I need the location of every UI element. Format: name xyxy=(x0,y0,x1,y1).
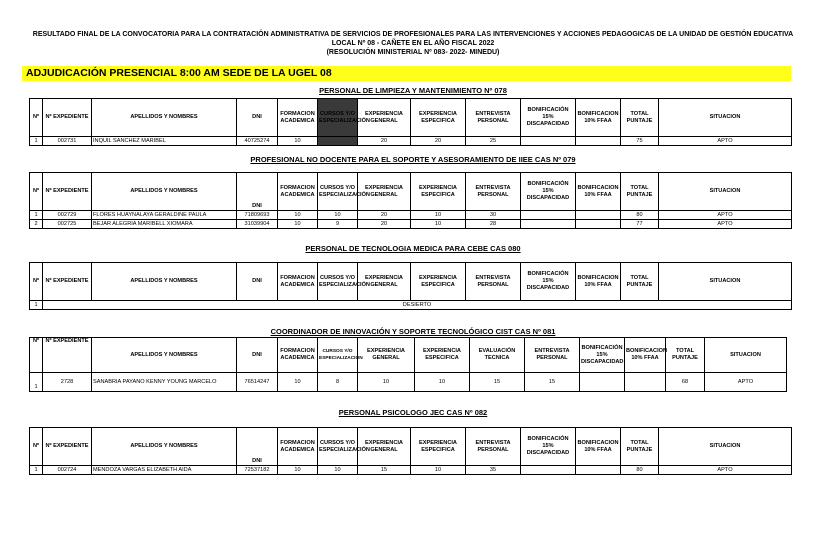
col-situacion: SITUACION xyxy=(659,99,792,137)
col-cursos: CURSOS Y/O ESPECIALIZACIÓN xyxy=(318,263,358,301)
cell-n: 1 xyxy=(30,373,43,392)
section-title-078: PERSONAL DE LIMPIEZA Y MANTENIMIENTO Nº 078 xyxy=(319,86,507,95)
cell-bon-discapacidad xyxy=(521,137,576,146)
cell-name: INQUIL SANCHEZ MARIBEL xyxy=(92,137,237,146)
table-row xyxy=(30,373,787,392)
col-formacion: FORMACION ACADEMICA xyxy=(278,99,318,137)
col-bon-discapacidad: BONIFICACIÓN 15% DISCAPACIDAD xyxy=(580,338,625,373)
col-expediente: Nº EXPEDIENTE xyxy=(43,173,92,211)
section-title-082: PERSONAL PSICOLOGO JEC CAS Nº 082 xyxy=(338,408,488,417)
cell-exp-general: 10 xyxy=(358,373,415,392)
cell-bon-ffaa xyxy=(576,137,621,146)
cell-cursos: 10 xyxy=(318,466,358,475)
col-total: TOTAL PUNTAJE xyxy=(621,173,659,211)
table-082 xyxy=(29,427,792,475)
col-formacion: FORMACION ACADEMICA xyxy=(278,428,318,466)
cell-dni: 71809693 xyxy=(237,211,278,220)
col-cursos: CURSOS Y/O ESPECIALIZACIÓN xyxy=(318,428,358,466)
cell-bon-ffaa xyxy=(576,211,621,220)
cell-n: 1 xyxy=(30,301,43,310)
cell-exp-general: 20 xyxy=(358,137,411,146)
adjudication-banner: ADJUDICACIÓN PRESENCIAL 8:00 AM SEDE DE LA UGEL 08 xyxy=(22,66,791,81)
col-n: Nº xyxy=(30,428,43,466)
cell-dni: 40725274 xyxy=(237,137,278,146)
col-formacion: FORMACION ACADEMICA xyxy=(278,173,318,211)
table-078 xyxy=(29,98,792,146)
cell-total: 68 xyxy=(666,373,705,392)
col-n: Nº xyxy=(30,263,43,301)
col-situacion: SITUACION xyxy=(659,173,792,211)
col-entrevista: ENTREVISTA PERSONAL xyxy=(466,99,521,137)
section-title-079: PROFESIONAL NO DOCENTE PARA EL SOPORTE Y ASESORAMIENTO DE IIEE CAS Nº 079 xyxy=(250,155,576,164)
col-bon-ffaa: BONIFICACION 10% FFAA xyxy=(576,263,621,301)
table-header-row xyxy=(30,263,792,301)
cell-total: 80 xyxy=(621,466,659,475)
cell-formacion: 10 xyxy=(278,211,318,220)
table-row xyxy=(30,220,792,229)
doc-title-line-1: RESULTADO FINAL DE LA CONVOCATORIA PARA LA CONTRATACIÓN ADMINISTRATIVA DE SERVICIOS DE PROFESIONALES PARA LAS INTERVENCIONES Y ACCIONES PEDAGOGICAS DE LA UNIDAD DE GESTIÓN EDUCATIVA xyxy=(32,31,794,38)
cell-cursos: 8 xyxy=(318,373,358,392)
col-expediente: Nº EXPEDIENTE xyxy=(43,263,92,301)
cell-name: FLORES HUAYNALAYA GERALDINE PAULA xyxy=(92,211,237,220)
col-exp-general: EXPERIENCIA GENERAL xyxy=(358,338,415,373)
col-exp-general: EXPERIENCIA GENERAL xyxy=(358,263,411,301)
table-header-row xyxy=(30,338,787,373)
col-situacion: SITUACION xyxy=(659,428,792,466)
cell-entrevista: 35 xyxy=(466,466,521,475)
col-n: Nº xyxy=(30,173,43,211)
col-total: TOTAL PUNTAJE xyxy=(621,263,659,301)
cell-exp-especifica: 20 xyxy=(411,137,466,146)
cell-expediente: 002729 xyxy=(43,211,92,220)
cell-bon-ffaa xyxy=(576,466,621,475)
cell-expediente: 2728 xyxy=(43,373,92,392)
cell-situacion: APTO xyxy=(705,373,787,392)
col-situacion: SITUACION xyxy=(705,338,787,373)
col-exp-especifica: EXPERIENCIA ESPECIFICA xyxy=(411,173,466,211)
col-bon-ffaa: BONIFICACION 10% FFAA xyxy=(576,428,621,466)
col-dni: DNI xyxy=(237,428,278,466)
cell-exp-especifica: 10 xyxy=(415,373,470,392)
col-expediente: Nº EXPEDIENTE xyxy=(43,99,92,137)
col-entrevista: ENTREVISTA PERSONAL xyxy=(466,173,521,211)
col-name: APELLIDOS Y NOMBRES xyxy=(92,263,237,301)
section-title-080: PERSONAL DE TECNOLOGIA MEDICA PARA CEBE CAS 080 xyxy=(305,244,521,253)
col-dni: DNI xyxy=(237,99,278,137)
cell-bon-ffaa xyxy=(625,373,666,392)
cell-entrevista: 15 xyxy=(525,373,580,392)
table-header-row xyxy=(30,173,792,211)
cell-cursos xyxy=(318,137,358,146)
col-entrevista: ENTREVISTA PERSONAL xyxy=(466,428,521,466)
col-bon-discapacidad: BONIFICACIÓN 15% DISCAPACIDAD xyxy=(521,173,576,211)
col-bon-discapacidad: BONIFICACIÓN 15% DISCAPACIDAD xyxy=(521,263,576,301)
col-name: APELLIDOS Y NOMBRES xyxy=(92,99,237,137)
col-bon-ffaa: BONIFICACION 10% FFAA xyxy=(625,338,666,373)
col-exp-general: EXPERIENCIA GENERAL xyxy=(358,173,411,211)
cell-total: 77 xyxy=(621,220,659,229)
col-cursos: CURSOS Y/O ESPECIALIZACIÓN xyxy=(318,99,358,137)
table-header-row xyxy=(30,99,792,137)
cell-exp-especifica: 10 xyxy=(411,220,466,229)
col-expediente: Nº EXPEDIENTE xyxy=(43,338,92,373)
cell-bon-discapacidad xyxy=(521,220,576,229)
col-name: APELLIDOS Y NOMBRES xyxy=(92,338,237,373)
cell-evaluacion-tecnica: 15 xyxy=(470,373,525,392)
cell-formacion: 10 xyxy=(278,466,318,475)
cell-name: BEJAR ALEGRIA MARIBELL XIOMARA xyxy=(92,220,237,229)
col-exp-especifica: EXPERIENCIA ESPECIFICA xyxy=(411,263,466,301)
col-n: Nº xyxy=(30,99,43,137)
col-exp-especifica: EXPERIENCIA ESPECIFICA xyxy=(415,338,470,373)
table-row xyxy=(30,137,792,146)
col-evaluacion-tecnica: EVALUACIÓN TECNICA xyxy=(470,338,525,373)
cell-exp-especifica: 10 xyxy=(411,466,466,475)
table-row xyxy=(30,466,792,475)
cell-situacion: APTO xyxy=(659,211,792,220)
cell-bon-discapacidad xyxy=(580,373,625,392)
cell-desierto: DESIERTO xyxy=(43,301,792,310)
cell-exp-general: 20 xyxy=(358,211,411,220)
col-n: Nº xyxy=(30,338,43,373)
col-name: APELLIDOS Y NOMBRES xyxy=(92,173,237,211)
cell-total: 75 xyxy=(621,137,659,146)
table-079 xyxy=(29,172,792,229)
col-situacion: SITUACION xyxy=(659,263,792,301)
cell-formacion: 10 xyxy=(278,220,318,229)
cell-n: 1 xyxy=(30,211,43,220)
cell-exp-general: 15 xyxy=(358,466,411,475)
col-formacion: FORMACION ACADEMICA xyxy=(278,263,318,301)
col-cursos: CURSOS Y/O ESPECIALIZACIÓN xyxy=(318,338,358,373)
col-exp-especifica: EXPERIENCIA ESPECIFICA xyxy=(411,428,466,466)
col-dni: DNI xyxy=(237,338,278,373)
section-title-081: COORDINADOR DE INNOVACIÓN Y SOPORTE TECNOLÓGICO CIST CAS Nº 081 xyxy=(270,327,556,336)
cell-total: 80 xyxy=(621,211,659,220)
cell-n: 1 xyxy=(30,466,43,475)
table-081 xyxy=(29,337,787,392)
cell-expediente: 002725 xyxy=(43,220,92,229)
col-bon-ffaa: BONIFICACION 10% FFAA xyxy=(576,173,621,211)
cell-entrevista: 25 xyxy=(466,137,521,146)
cell-formacion: 10 xyxy=(278,373,318,392)
cell-situacion: APTO xyxy=(659,137,792,146)
cell-exp-general: 20 xyxy=(358,220,411,229)
doc-title-line-2: LOCAL Nº 08 - CAÑETE EN EL AÑO FISCAL 2022 xyxy=(331,40,495,47)
col-expediente: Nº EXPEDIENTE xyxy=(43,428,92,466)
col-formacion: FORMACION ACADEMICA xyxy=(278,338,318,373)
col-exp-especifica: EXPERIENCIA ESPECIFICA xyxy=(411,99,466,137)
col-total: TOTAL PUNTAJE xyxy=(621,428,659,466)
cell-dni: 31039904 xyxy=(237,220,278,229)
col-name: APELLIDOS Y NOMBRES xyxy=(92,428,237,466)
cell-expediente: 002724 xyxy=(43,466,92,475)
cell-exp-especifica: 10 xyxy=(411,211,466,220)
cell-bon-ffaa xyxy=(576,220,621,229)
cell-dni: 72537182 xyxy=(237,466,278,475)
col-entrevista: ENTREVISTA PERSONAL xyxy=(466,263,521,301)
cell-bon-discapacidad xyxy=(521,211,576,220)
cell-formacion: 10 xyxy=(278,137,318,146)
col-cursos: CURSOS Y/O ESPECIALIZACIÓN xyxy=(318,173,358,211)
table-080 xyxy=(29,262,792,310)
cell-n: 1 xyxy=(30,137,43,146)
cell-cursos: 9 xyxy=(318,220,358,229)
cell-expediente: 002731 xyxy=(43,137,92,146)
doc-title-line-3: (RESOLUCIÓN MINISTERIAL Nº 083- 2022- MINEDU) xyxy=(326,49,500,56)
table-row xyxy=(30,211,792,220)
cell-entrevista: 30 xyxy=(466,211,521,220)
cell-name: SANABRIA PAYANO KENNY YOUNG MARCELO xyxy=(92,373,237,392)
cell-cursos: 10 xyxy=(318,211,358,220)
col-bon-discapacidad: BONIFICACIÓN 15% DISCAPACIDAD xyxy=(521,99,576,137)
cell-name: MENDOZA VARGAS ELIZABETH AIDA xyxy=(92,466,237,475)
col-bon-ffaa: BONIFICACION 10% FFAA xyxy=(576,99,621,137)
col-entrevista: ENTREVISTA PERSONAL xyxy=(525,338,580,373)
cell-dni: 76514247 xyxy=(237,373,278,392)
table-row xyxy=(30,301,792,310)
col-dni: DNI xyxy=(237,173,278,211)
col-exp-general: EXPERIENCIA GENERAL xyxy=(358,428,411,466)
col-total: TOTAL PUNTAJE xyxy=(621,99,659,137)
cell-situacion: APTO xyxy=(659,466,792,475)
col-exp-general: EXPERIENCIA GENERAL xyxy=(358,99,411,137)
cell-situacion: APTO xyxy=(659,220,792,229)
cell-entrevista: 28 xyxy=(466,220,521,229)
cell-bon-discapacidad xyxy=(521,466,576,475)
table-header-row xyxy=(30,428,792,466)
col-dni: DNI xyxy=(237,263,278,301)
col-total: TOTAL PUNTAJE xyxy=(666,338,705,373)
cell-n: 2 xyxy=(30,220,43,229)
col-bon-discapacidad: BONIFICACIÓN 15% DISCAPACIDAD xyxy=(521,428,576,466)
